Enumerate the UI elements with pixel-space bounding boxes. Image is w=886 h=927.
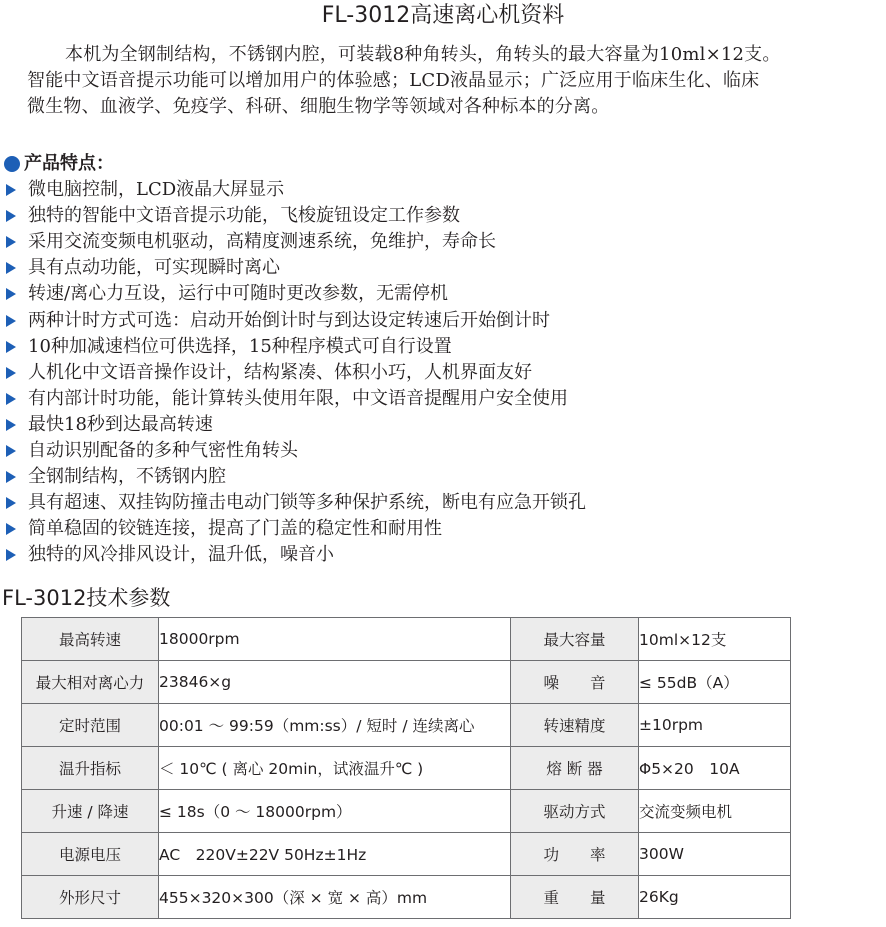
triangle-bullet-icon	[6, 419, 16, 431]
spec-value: 10ml×12支	[639, 618, 791, 661]
table-row	[22, 833, 791, 876]
feature-item	[4, 229, 586, 255]
spec-label: 定时范围	[22, 704, 159, 747]
intro-line: 本机为全钢制结构，不锈钢内腔，可装载8种角转头，角转头的最大容量为10ml×12支。	[65, 44, 781, 65]
feature-item	[4, 334, 586, 360]
feature-text: 独特的智能中文语音提示功能，飞梭旋钮设定工作参数	[28, 205, 460, 227]
spec-value: 18000rpm	[159, 618, 511, 661]
feature-text: 具有点动功能，可实现瞬时离心	[28, 257, 280, 279]
feature-text: 采用交流变频电机驱动，高精度测速系统，免维护，寿命长	[28, 231, 496, 253]
bullet-dot-icon	[4, 156, 20, 172]
table-row	[22, 790, 791, 833]
spec-heading: FL-3012技术参数	[2, 586, 171, 610]
triangle-bullet-icon	[6, 367, 16, 379]
feature-item	[4, 307, 586, 333]
table-row	[22, 876, 791, 919]
triangle-bullet-icon	[6, 393, 16, 405]
triangle-bullet-icon	[6, 210, 16, 222]
spec-label: 电源电压	[22, 833, 159, 876]
feature-item	[4, 464, 586, 490]
document-title: FL-3012高速离心机资料	[321, 3, 565, 28]
feature-text: 人机化中文语音操作设计，结构紧凑、体积小巧，人机界面友好	[28, 361, 532, 383]
spec-label: 重 量	[511, 876, 639, 919]
spec-value: ≤ 55dB（A）	[639, 661, 791, 704]
feature-text: 10种加减速档位可供选择，15种程序模式可自行设置	[28, 335, 452, 357]
spec-value: 23846×g	[159, 661, 511, 704]
triangle-bullet-icon	[6, 497, 16, 509]
intro-line: 微生物、血液学、免疫学、科研、细胞生物学等领域对各种标本的分离。	[27, 96, 610, 117]
table-row	[22, 747, 791, 790]
spec-label: 噪 音	[511, 661, 639, 704]
table-row	[22, 704, 791, 747]
triangle-bullet-icon	[6, 236, 16, 248]
spec-value: ±10rpm	[639, 704, 791, 747]
feature-text: 最快18秒到达最高转速	[28, 413, 213, 435]
spec-label: 功 率	[511, 833, 639, 876]
features-heading-label: 产品特点：	[24, 153, 114, 174]
feature-list	[4, 177, 586, 568]
spec-label: 最大容量	[511, 618, 639, 661]
feature-item	[4, 281, 586, 307]
triangle-bullet-icon	[6, 288, 16, 300]
feature-text: 独特的风冷排风设计，温升低，噪音小	[28, 544, 334, 566]
feature-item	[4, 360, 586, 386]
triangle-bullet-icon	[6, 549, 16, 561]
spec-table	[21, 617, 791, 919]
feature-item	[4, 490, 586, 516]
spec-value: 26Kg	[639, 876, 791, 919]
triangle-bullet-icon	[6, 471, 16, 483]
feature-item	[4, 516, 586, 542]
feature-text: 全钢制结构，不锈钢内腔	[28, 466, 226, 488]
spec-label: 最高转速	[22, 618, 159, 661]
feature-item	[4, 255, 586, 281]
feature-item	[4, 386, 586, 412]
feature-text: 转速/离心力互设，运行中可随时更改参数，无需停机	[28, 283, 449, 305]
spec-value: 00:01 ～ 99:59（mm:ss）/ 短时 / 连续离心	[159, 704, 511, 747]
spec-label: 外形尺寸	[22, 876, 159, 919]
feature-text: 微电脑控制，LCD液晶大屏显示	[28, 179, 285, 201]
spec-label: 熔 断 器	[511, 747, 639, 790]
features-heading	[4, 152, 114, 176]
spec-value: Φ5×20 10A	[639, 747, 791, 790]
feature-text: 自动识别配备的多种气密性角转头	[28, 439, 298, 461]
spec-label: 温升指标	[22, 747, 159, 790]
feature-item	[4, 412, 586, 438]
spec-value: ≤ 18s（0 ～ 18000rpm）	[159, 790, 511, 833]
triangle-bullet-icon	[6, 262, 16, 274]
feature-text: 两种计时方式可选：启动开始倒计时与到达设定转速后开始倒计时	[28, 309, 550, 331]
feature-item	[4, 438, 586, 464]
feature-text: 具有超速、双挂钩防撞击电动门锁等多种保护系统，断电有应急开锁孔	[28, 492, 586, 514]
table-row	[22, 618, 791, 661]
triangle-bullet-icon	[6, 523, 16, 535]
spec-label: 驱动方式	[511, 790, 639, 833]
table-row	[22, 661, 791, 704]
feature-item	[4, 177, 586, 203]
spec-label: 最大相对离心力	[22, 661, 159, 704]
spec-value: 300W	[639, 833, 791, 876]
intro-paragraph	[27, 42, 877, 120]
triangle-bullet-icon	[6, 341, 16, 353]
spec-label: 升速 / 降速	[22, 790, 159, 833]
feature-text: 有内部计时功能，能计算转头使用年限，中文语音提醒用户安全使用	[28, 387, 568, 409]
triangle-bullet-icon	[6, 315, 16, 327]
feature-text: 简单稳固的铰链连接，提高了门盖的稳定性和耐用性	[28, 518, 442, 540]
spec-value: 交流变频电机	[639, 790, 791, 833]
spec-value: AC 220V±22V 50Hz±1Hz	[159, 833, 511, 876]
feature-item	[4, 542, 586, 568]
triangle-bullet-icon	[6, 445, 16, 457]
triangle-bullet-icon	[6, 184, 16, 196]
spec-label: 转速精度	[511, 704, 639, 747]
spec-value: 455×320×300（深 × 宽 × 高）mm	[159, 876, 511, 919]
feature-item	[4, 203, 586, 229]
spec-value: ＜ 10℃ ( 离心 20min，试液温升℃ )	[159, 747, 511, 790]
intro-line: 智能中文语音提示功能可以增加用户的体验感；LCD液晶显示；广泛应用于临床生化、临床	[27, 70, 760, 91]
